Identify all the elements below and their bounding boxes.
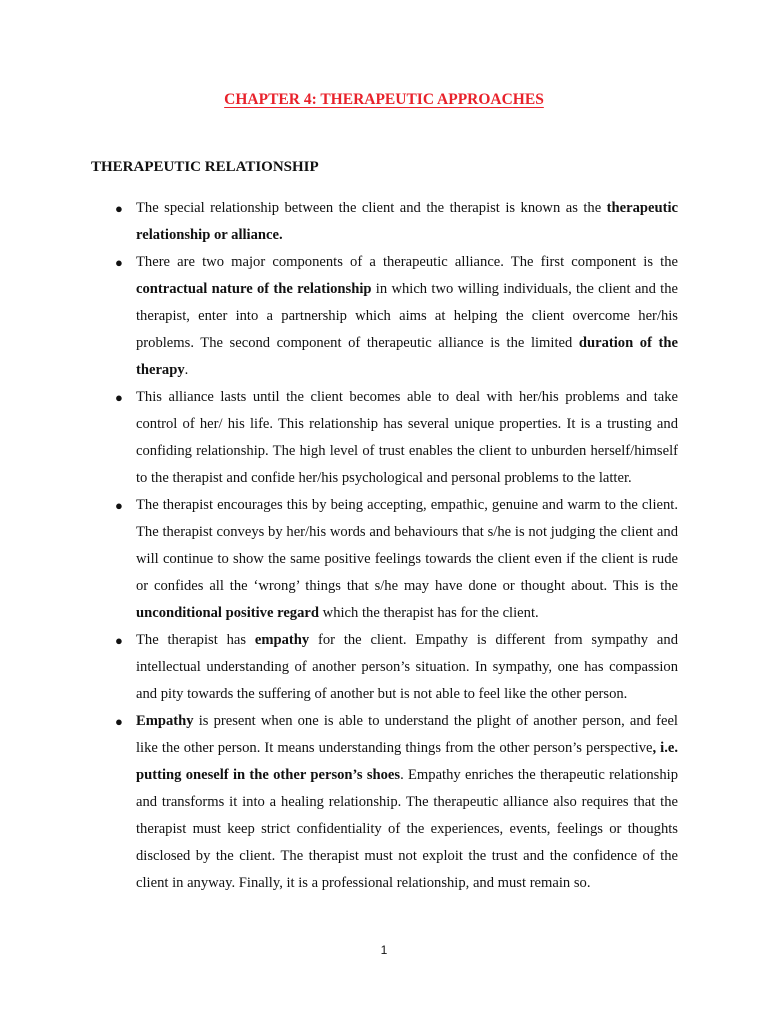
chapter-title: CHAPTER 4: THERAPEUTIC APPROACHES <box>224 91 544 108</box>
bullet-item: ● Empathy is present when one is able to understand the plight of another person, and feel like the other person. It means understanding things from the other person’s perspective, i.e. putting oneself in the other person’s shoes. Empathy enriches the therapeutic relationship and transforms it into a healing relationship. The therapeutic alliance also requires that the therapist must keep strict confidentiality of the experiences, events, feelings or thoughts disclosed by the client. The therapist must not exploit the trust and the confidence of the client in anyway. Finally, it is a professional relationship, and must remain so. <box>136 708 678 897</box>
bullet-icon: ● <box>115 255 123 270</box>
bullet-item: ● The therapist encourages this by being accepting, empathic, genuine and warm to the client. The therapist conveys by her/his words and behaviours that s/he is not judging the client and will continue to show the same positive feelings towards the client even if the client is rude or confides all the ‘wrong’ things that s/he may have done or thought about. This is the unconditional positive regard which the therapist has for the client. <box>136 492 678 627</box>
section-heading: THERAPEUTIC RELATIONSHIP <box>91 159 319 175</box>
bullet-item: ● This alliance lasts until the client becomes able to deal with her/his problems and take control of her/ his life. This relationship has several unique properties. It is a trusting and confiding relationship. The high level of trust enables the client to unburden herself/himself to the therapist and confide her/his psychological and personal problems to the latter. <box>136 384 678 492</box>
bullet-item: ● The therapist has empathy for the client. Empathy is different from sympathy and intellectual understanding of another person’s situation. In sympathy, one has compassion and pity towards the suffering of another but is not able to feel like the other person. <box>136 627 678 708</box>
bullet-item: ● The special relationship between the client and the therapist is known as the therapeutic relationship or alliance. <box>136 195 678 249</box>
bullet-icon: ● <box>115 201 123 216</box>
page-number: 1 <box>380 943 388 957</box>
bullet-icon: ● <box>115 714 123 729</box>
bullet-item: ● There are two major components of a therapeutic alliance. The first component is the contractual nature of the relationship in which two willing individuals, the client and the therapist, enter into a partnership which aims at helping the client overcome her/his problems. The second component of therapeutic alliance is the limited duration of the therapy. <box>136 249 678 384</box>
bullet-icon: ● <box>115 633 123 648</box>
bullet-icon: ● <box>115 390 123 405</box>
bullet-list <box>0 195 768 897</box>
bullet-icon: ● <box>115 498 123 513</box>
